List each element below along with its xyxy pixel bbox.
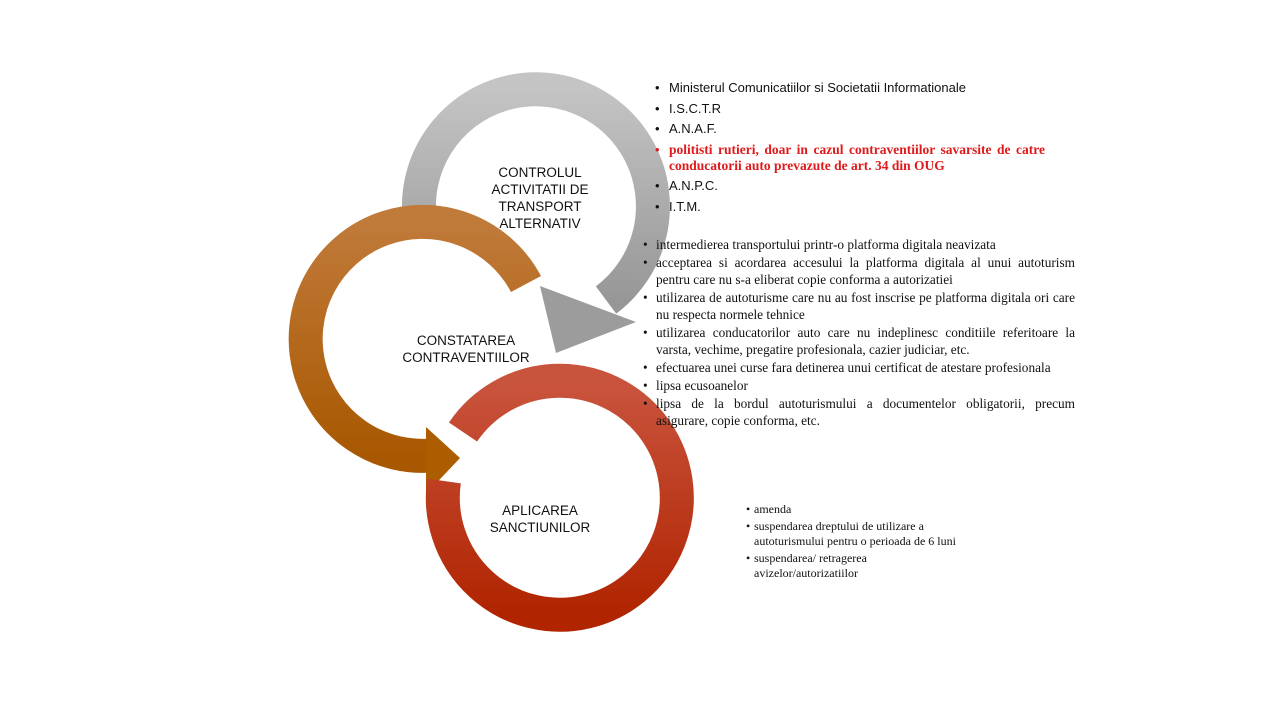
contravention-item: • efectuarea unei curse fara detinerea unui certificat de atestare profesionala xyxy=(643,359,1075,376)
contravention-item: • lipsa de la bordul autoturismului a documentelor obligatorii, precum asigurare, copie conforma, etc. xyxy=(643,395,1075,429)
sanctions-list xyxy=(746,502,968,583)
contravention-item: • lipsa ecusoanelor xyxy=(643,377,1075,394)
sanction-item: • suspendarea/ retragerea avizelor/autorizatiilor xyxy=(746,551,968,582)
arc-aplicare xyxy=(443,381,677,615)
contraventions-list xyxy=(643,236,1075,430)
authority-item: • Ministerul Comunicatiilor si Societatii Informationale xyxy=(655,80,1045,96)
authority-item: • A.N.P.C. xyxy=(655,178,1045,194)
authority-item: • I.T.M. xyxy=(655,199,1045,215)
sanction-item: • amenda xyxy=(746,502,968,518)
stage-constatare-label: CONSTATAREA CONTRAVENTIILOR xyxy=(402,333,530,365)
authority-item: • A.N.A.F. xyxy=(655,121,1045,137)
contravention-item: • utilizarea de autoturisme care nu au fost inscrise pe platforma digitala ori care nu respecta normele tehnice xyxy=(643,289,1075,323)
contravention-item: • utilizarea conducatorilor auto care nu indeplinesc conditiile referitoare la varsta, vechime, pregatire profesionala, cazier judiciar, etc. xyxy=(643,324,1075,358)
contravention-item: • acceptarea si acordarea accesului la platforma digitala al unui autoturism pentru care nu s-a eliberat copie conforma a autorizatiei xyxy=(643,254,1075,288)
stage-control-label: CONTROLUL ACTIVITATII DE TRANSPORT ALTERNATIV xyxy=(491,165,589,231)
authority-item-highlight: • politisti rutieri, doar in cazul contraventiilor savarsite de catre conducatorii auto prevazute de art. 34 din OUG xyxy=(655,142,1045,174)
stage-aplicare-label: APLICAREA SANCTIUNILOR xyxy=(489,503,591,535)
authorities-list xyxy=(655,80,1045,219)
contravention-item: • intermedierea transportului printr-o platforma digitala neavizata xyxy=(643,236,1075,253)
sanction-item: • suspendarea dreptului de utilizare a autoturismului pentru o perioada de 6 luni xyxy=(746,519,968,550)
authority-item: • I.S.C.T.R xyxy=(655,101,1045,117)
